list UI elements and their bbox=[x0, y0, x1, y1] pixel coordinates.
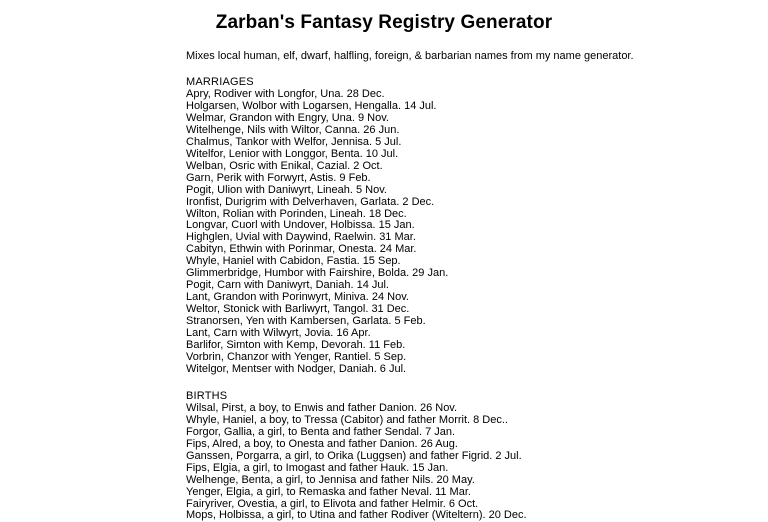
marriages-section bbox=[186, 76, 752, 376]
births-section bbox=[186, 390, 752, 522]
list-item: Yenger, Elgia, a girl, to Remaska and father Neval. 11 Mar. bbox=[186, 485, 471, 498]
section-divider bbox=[186, 376, 752, 390]
section-heading-marriages: MARRIAGES bbox=[186, 76, 254, 88]
list-item: Highglen, Uvial with Daywind, Raelwin. 31 Mar. bbox=[186, 231, 416, 244]
list-item: Wilton, Rolian with Porinden, Lineah. 18 Dec. bbox=[186, 207, 407, 220]
list-item: Lant, Carn with Wilwyrt, Jovia. 16 Apr. bbox=[186, 327, 371, 340]
list-item: Witelgor, Mentser with Nodger, Daniah. 6 Jul. bbox=[186, 362, 407, 375]
list-item: Welban, Osric with Enikal, Cazial. 2 Oct. bbox=[186, 159, 383, 172]
page-title: Zarban's Fantasy Registry Generator bbox=[215, 12, 553, 33]
list-item: Longvar, Cuorl with Undover, Holbissa. 15 Jan. bbox=[186, 219, 415, 232]
list-item: Whyle, Haniel, a boy, to Tressa (Cabitor) and father Morrit. 8 Dec.. bbox=[186, 413, 508, 426]
list-item: Chalmus, Tankor with Welfor, Jennisa. 5 Jul. bbox=[186, 135, 402, 148]
list-item: Pogit, Ulion with Daniwyrt, Lineah. 5 Nov. bbox=[186, 183, 387, 196]
list-item: Apry, Rodiver with Longfor, Una. 28 Dec. bbox=[186, 88, 385, 100]
list-item: Wilsal, Pirst, a boy, to Enwis and father Danion. 26 Nov. bbox=[186, 401, 458, 414]
list-item: Barlifor, Simton with Kemp, Devorah. 11 Feb. bbox=[186, 339, 406, 352]
list-item: Welhenge, Benta, a girl, to Jennisa and father Nils. 20 May. bbox=[186, 473, 475, 486]
section-heading-births: BIRTHS bbox=[186, 389, 228, 402]
list-item: Ironfist, Durigrim with Delverhaven, Garlata. 2 Dec. bbox=[186, 195, 435, 208]
list-item: Pogit, Carn with Daniwyrt, Daniah. 14 Jul. bbox=[186, 279, 389, 292]
list-item: Garn, Perik with Forwyrt, Astis. 9 Feb. bbox=[186, 171, 371, 184]
list-item: Vorbrin, Chanzor with Yenger, Rantiel. 5 Sep. bbox=[186, 350, 407, 363]
list-item: Stranorsen, Yen with Kambersen, Garlata. 5 Feb. bbox=[186, 315, 426, 328]
list-item: Mops, Holbissa, a girl, to Utina and father Rodiver (Witeltern). 20 Dec. bbox=[186, 509, 527, 522]
list-item: Cabityn, Ethwin with Porinmar, Onesta. 24 Mar. bbox=[186, 243, 417, 256]
list-item: Glimmerbridge, Humbor with Fairshire, Bolda. 29 Jan. bbox=[186, 267, 449, 280]
list-item: Ganssen, Porgarra, a girl, to Orika (Luggsen) and father Figrid. 2 Jul. bbox=[186, 449, 522, 462]
list-item: Witelhenge, Nils with Wiltor, Canna. 26 Jun. bbox=[186, 123, 400, 136]
list-item: Holgarsen, Wolbor with Logarsen, Hengalla. 14 Jul. bbox=[186, 99, 437, 112]
list-item: Fips, Alred, a boy, to Onesta and father Danion. 26 Aug. bbox=[186, 437, 458, 450]
list-item: Fairyriver, Ovestia, a girl, to Elivota and father Helmir. 6 Oct. bbox=[186, 497, 479, 510]
document-content bbox=[0, 50, 768, 522]
list-item: Witelfor, Lenior with Longgor, Benta. 10 Jul. bbox=[186, 147, 399, 160]
list-item: Welmar, Grandon with Engry, Una. 9 Nov. bbox=[186, 111, 389, 124]
intro-text: Mixes local human, elf, dwarf, halfling, foreign, & barbarian names from my name generator. bbox=[186, 50, 634, 62]
list-item: Forgor, Gallia, a girl, to Benta and father Sendal. 7 Jan. bbox=[186, 425, 456, 438]
list-item: Fips, Elgia, a girl, to Imogast and father Hauk. 15 Jan. bbox=[186, 461, 449, 474]
list-item: Weltor, Stonick with Barliwyrt, Tangol. 31 Dec. bbox=[186, 303, 410, 316]
list-item: Lant, Grandon with Porinwyrt, Miniva. 24 Nov. bbox=[186, 291, 409, 304]
list-item: Whyle, Haniel with Cabidon, Fastia. 15 Sep. bbox=[186, 255, 401, 268]
